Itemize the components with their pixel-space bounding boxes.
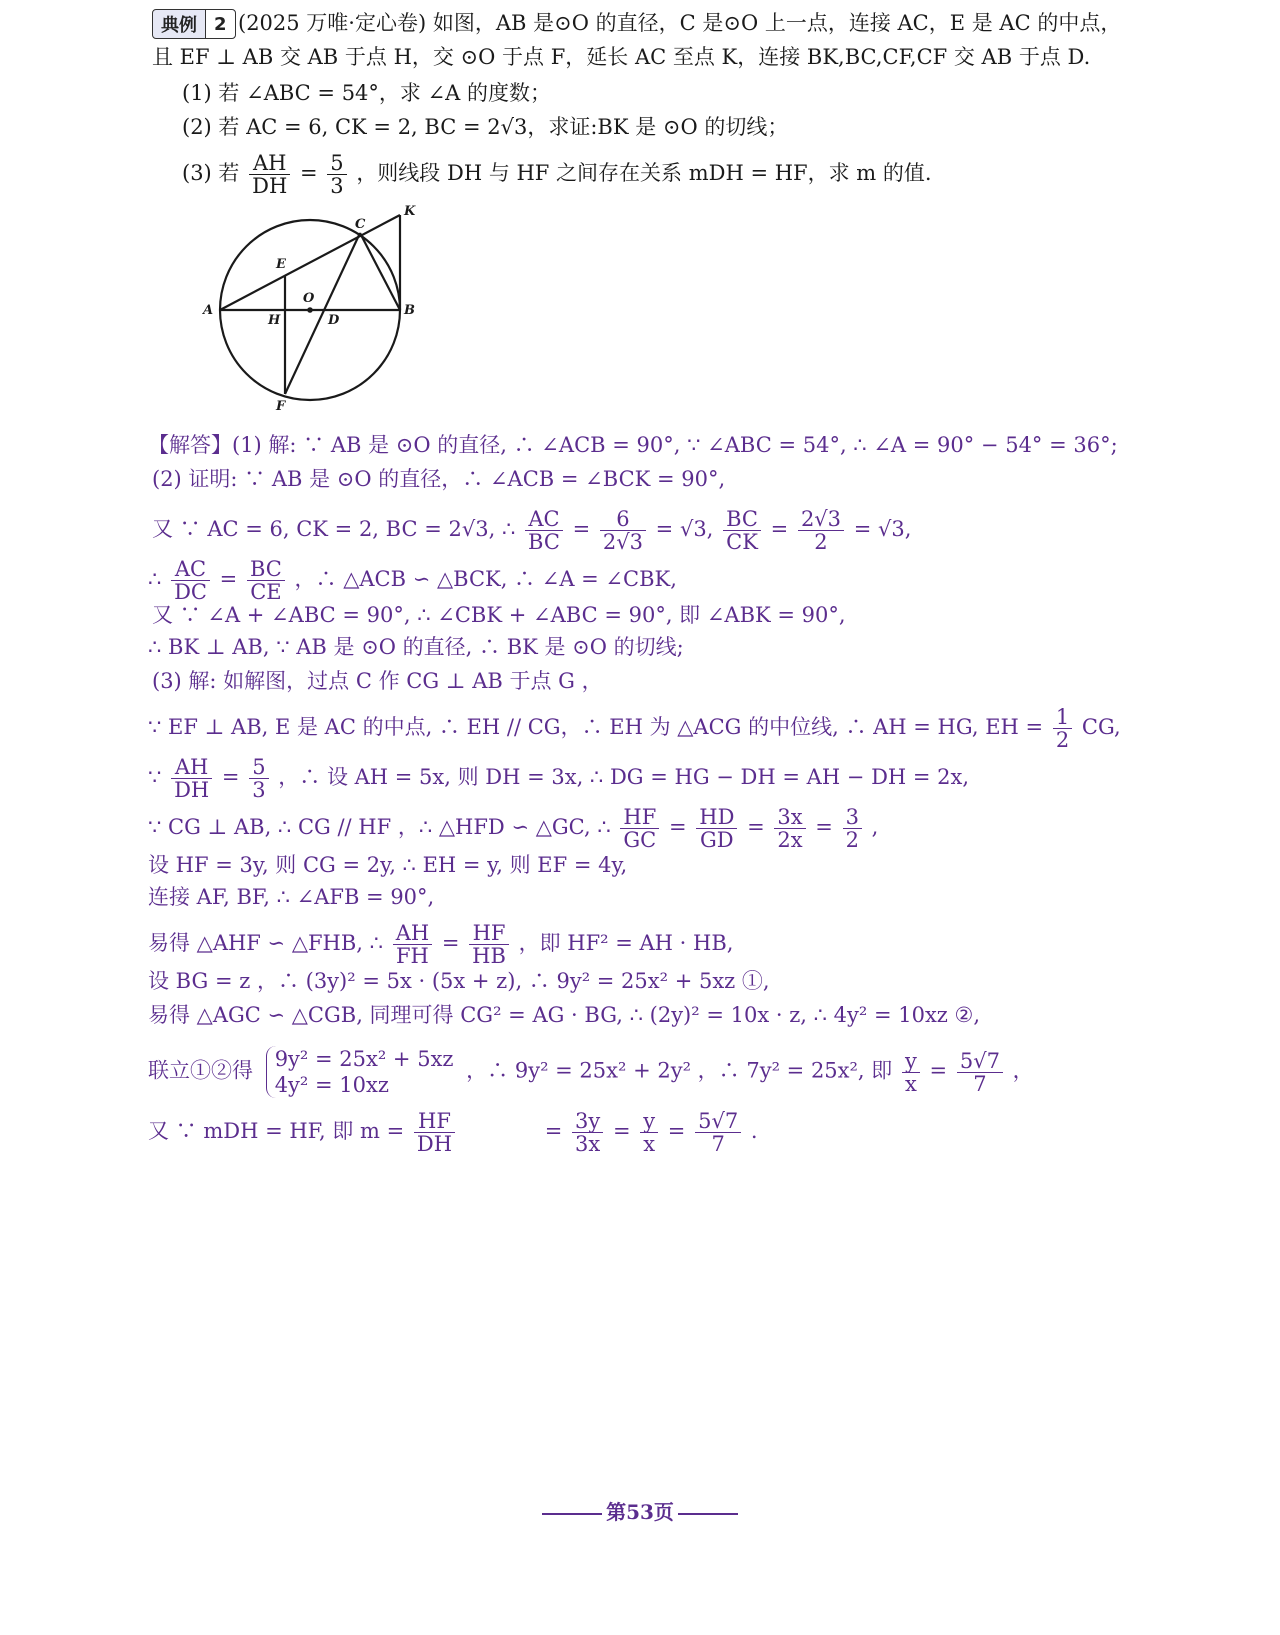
label-h: H xyxy=(268,313,281,328)
solution-17: 又 ∵ mDH = HF, 即 m = $\frac{HF}{DH}$ = $\frac{3y}{3x}$ = $\frac{y}{x}$ = $\frac{5√7}{7}$ . xyxy=(148,1109,758,1156)
question-3: (3) 若 $\frac{AH}{DH}$ = $\frac{5}{3}$ ，则线段 DH 与 HF 之间存在关系 mDH = HF，求 m 的值. xyxy=(182,151,932,198)
frac-ac-dc: $\frac{AC}{DC}$ xyxy=(171,558,210,603)
example-tag-label: 典例 xyxy=(153,10,206,38)
frac-5-3: $\frac{5}{3}$ xyxy=(249,756,268,801)
frac-ah-dh: $\frac{AH}{DH}$ xyxy=(171,756,212,801)
problem-line-2: 且 EF ⊥ AB 交 AB 于点 H，交 ⊙O 于点 F，延长 AC 至点 K，连接 BK,BC,CF,CF 交 AB 于点 D. xyxy=(152,45,1091,69)
frac-y-x: $\frac{y}{x}$ xyxy=(902,1050,920,1095)
geometry-diagram xyxy=(200,200,440,430)
solution-15: 易得 △AGC ∽ △CGB, 同理可得 CG² = AG · BG, ∴ (2y)² = 10x · z, ∴ 4y² = 10xz ②, xyxy=(148,1003,981,1027)
frac-6-2sqrt3: $\frac{6}{2√3}$ xyxy=(600,508,646,553)
label-d: D xyxy=(328,313,340,328)
line-bc xyxy=(360,233,400,310)
solution-12: 连接 AF, BF, ∴ ∠AFB = 90°, xyxy=(148,885,435,909)
q3-suffix: ，则线段 DH 与 HF 之间存在关系 mDH = HF，求 m 的值. xyxy=(356,161,932,185)
frac-ah-fh: $\frac{AH}{FH}$ xyxy=(393,922,432,967)
frac-bc-ce: $\frac{BC}{CE}$ xyxy=(247,558,285,603)
solution-16: 联立①②得 9y² = 25x² + 5xz 4y² = 10xz ，∴ 9y² = 25x² + 2y² ，∴ 7y² = 25x², 即 $\frac{y}{x}$ = $\frac{5√7}{7}$ ， xyxy=(148,1047,1034,1097)
frac-hd-gd: $\frac{HD}{GD}$ xyxy=(696,806,737,851)
frac-hf-hb: $\frac{HF}{HB}$ xyxy=(469,922,509,967)
question-2: (2) 若 AC = 6, CK = 2, BC = 2√3，求证:BK 是 ⊙O 的切线； xyxy=(182,115,789,139)
center-dot xyxy=(307,307,313,313)
frac-hf-dh: $\frac{HF}{DH}$ xyxy=(414,1110,455,1155)
page-footer xyxy=(0,1496,1280,1525)
frac-3x-2x: $\frac{3x}{2x}$ xyxy=(774,806,805,851)
solution-11: 设 HF = 3y, 则 CG = 2y, ∴ EH = y, 则 EF = 4y, xyxy=(148,853,628,877)
solution-9: ∵ $\frac{AH}{DH}$ = $\frac{5}{3}$ ，∴ 设 AH = 5x, 则 DH = 3x, ∴ DG = HG − DH = AH − DH = 2x, xyxy=(148,755,970,802)
example-tag xyxy=(152,9,236,39)
q3-fraction-2: $\frac{5}{3}$ xyxy=(327,152,346,197)
solution-6: ∴ BK ⊥ AB, ∵ AB 是 ⊙O 的直径, ∴ BK 是 ⊙O 的切线; xyxy=(148,635,684,659)
solution-2: (2) 证明: ∵ AB 是 ⊙O 的直径，∴ ∠ACB = ∠BCK = 90°, xyxy=(152,467,726,491)
frac-y-x-2: $\frac{y}{x}$ xyxy=(640,1110,658,1155)
label-o: O xyxy=(303,291,315,306)
label-a: A xyxy=(203,303,214,318)
page-number: 第53页 xyxy=(606,1500,674,1524)
q3-prefix: (3) 若 xyxy=(182,161,240,185)
label-k: K xyxy=(404,204,416,219)
label-b: B xyxy=(404,303,415,318)
frac-3y-3x: $\frac{3y}{3x}$ xyxy=(572,1110,603,1155)
solution-8: ∵ EF ⊥ AB, E 是 AC 的中点, ∴ EH // CG，∴ EH 为 △ACG 的中位线, ∴ AH = HG, EH = $\frac{1}{2}$ CG, xyxy=(148,705,1121,752)
example-tag-number: 2 xyxy=(206,10,235,38)
solution-4: ∴ $\frac{AC}{DC}$ = $\frac{BC}{CE}$ ，∴ △ACB ∽ △BCK, ∴ ∠A = ∠CBK, xyxy=(148,557,677,604)
problem-line-1: (2025 万唯·定心卷) 如图，AB 是⊙O 的直径，C 是⊙O 上一点，连接 AC，E 是 AC 的中点， xyxy=(238,11,1122,35)
q3-fraction-1: $\frac{AH}{DH}$ xyxy=(249,152,290,197)
equation-system: 9y² = 25x² + 5xz 4y² = 10xz xyxy=(266,1046,454,1098)
frac-1-2: $\frac{1}{2}$ xyxy=(1053,706,1072,751)
label-e: E xyxy=(276,257,286,272)
line-cf xyxy=(285,233,360,394)
frac-5sqrt7-7: $\frac{5√7}{7}$ xyxy=(957,1050,1003,1095)
frac-bc-ck: $\frac{BC}{CK}$ xyxy=(723,508,761,553)
label-c: C xyxy=(355,217,366,232)
solution-7: (3) 解: 如解图，过点 C 作 CG ⊥ AB 于点 G ， xyxy=(152,669,603,693)
solution-13: 易得 △AHF ∽ △FHB, ∴ $\frac{AH}{FH}$ = $\frac{HF}{HB}$ ，即 HF² = AH · HB, xyxy=(148,921,734,968)
solution-14: 设 BG = z ，∴ (3y)² = 5x · (5x + z), ∴ 9y² = 25x² + 5xz ①, xyxy=(148,969,770,993)
frac-3-2: $\frac{3}{2}$ xyxy=(843,806,862,851)
frac-ac-bc: $\frac{AC}{BC}$ xyxy=(525,508,563,553)
solution-1: 【解答】(1) 解: ∵ AB 是 ⊙O 的直径, ∴ ∠ACB = 90°, ∵ ∠ABC = 54°, ∴ ∠A = 90° − 54° = 36°; xyxy=(148,433,1118,457)
frac-5sqrt7-7-2: $\frac{5√7}{7}$ xyxy=(695,1110,741,1155)
question-1: (1) 若 ∠ABC = 54°，求 ∠A 的度数； xyxy=(182,81,552,105)
frac-hf-gc: $\frac{HF}{GC}$ xyxy=(620,806,659,851)
solution-3: 又 ∵ AC = 6, CK = 2, BC = 2√3, ∴ $\frac{AC}{BC}$ = $\frac{6}{2√3}$ = √3, $\frac{BC}{CK}$ = $\frac{2√3}{2}$ = √3, xyxy=(152,507,912,554)
footer-rule-right xyxy=(678,1513,738,1515)
footer-rule-left xyxy=(542,1513,602,1515)
label-f: F xyxy=(276,399,286,414)
solution-10: ∵ CG ⊥ AB, ∴ CG // HF ，∴ △HFD ∽ △GC, ∴ $\frac{HF}{GC}$ = $\frac{HD}{GD}$ = $\frac{3x}{2x}$ = $\frac{3}{2}$ , xyxy=(148,805,879,852)
solution-5: 又 ∵ ∠A + ∠ABC = 90°, ∴ ∠CBK + ∠ABC = 90°, 即 ∠ABK = 90°, xyxy=(152,603,846,627)
frac-2sqrt3-2: $\frac{2√3}{2}$ xyxy=(798,508,844,553)
